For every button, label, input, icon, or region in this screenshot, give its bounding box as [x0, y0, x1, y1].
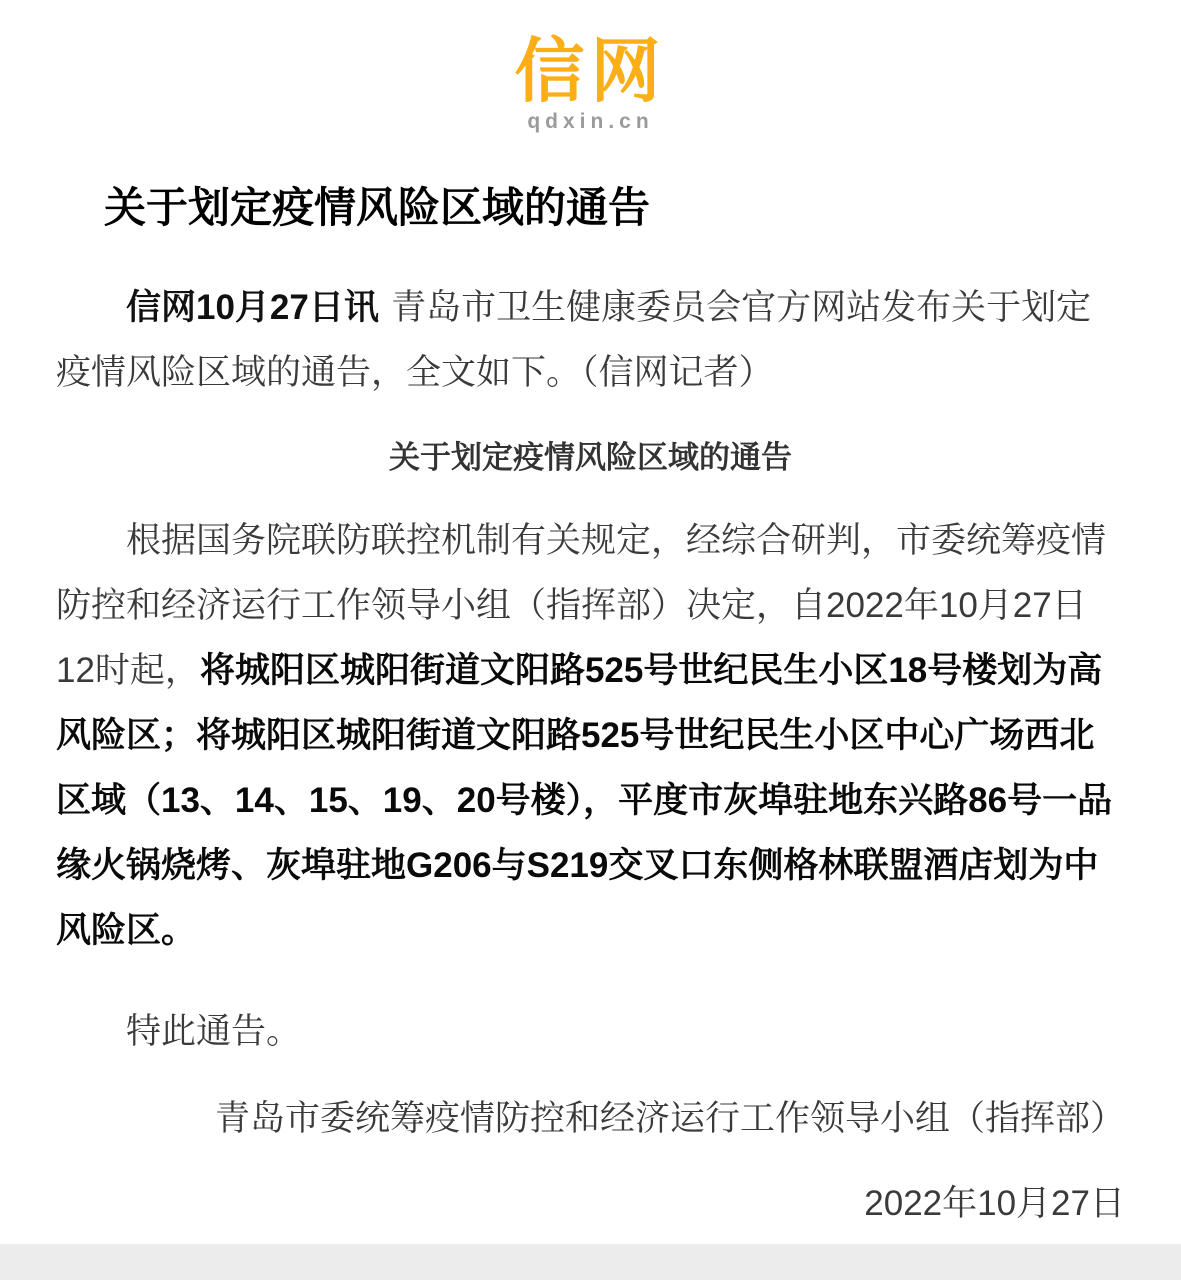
issuer-signature: 青岛市委统筹疫情防控和经济运行工作领导小组（指挥部）	[214, 1098, 1125, 1138]
byline-paragraph	[56, 275, 1125, 405]
notice-body-normal: 根据国务院联防联控机制有关规定，经综合研判，市委统筹疫情防控和经济运行工作领导小组（指挥部）决定，自2022年10月27日12时起，	[56, 520, 1107, 690]
site-logo	[0, 0, 1181, 132]
notice-date: 2022年10月27日	[864, 1183, 1125, 1223]
notice-body-paragraph	[56, 508, 1125, 963]
notice-closing: 特此通告。	[126, 1011, 302, 1051]
bottom-bar	[0, 1244, 1181, 1280]
notice-body-bold: 将城阳区城阳街道文阳路525号世纪民生小区18号楼划为高风险区；将城阳区城阳街道文阳路525号世纪民生小区中心广场西北区域（13、14、15、19、20号楼），平度市灰埠驻地东兴路86号一品缘火锅烧烤、灰埠驻地G206与S219交叉口东侧格林联盟酒店划为中风险区。	[56, 650, 1113, 950]
byline-text: 青岛市卫生健康委员会官方网站发布关于划定疫情风险区域的通告，全文如下。（信网记者）	[56, 287, 1092, 392]
notice-article	[0, 182, 1181, 1236]
notice-subtitle: 关于划定疫情风险区域的通告	[389, 439, 792, 475]
byline-lead: 信网10月27日讯	[126, 287, 379, 327]
logo-domain: qdxin.cn	[527, 110, 654, 133]
article-title: 关于划定疫情风险区域的通告	[104, 184, 651, 231]
logo-wordmark: 信网	[514, 32, 667, 110]
